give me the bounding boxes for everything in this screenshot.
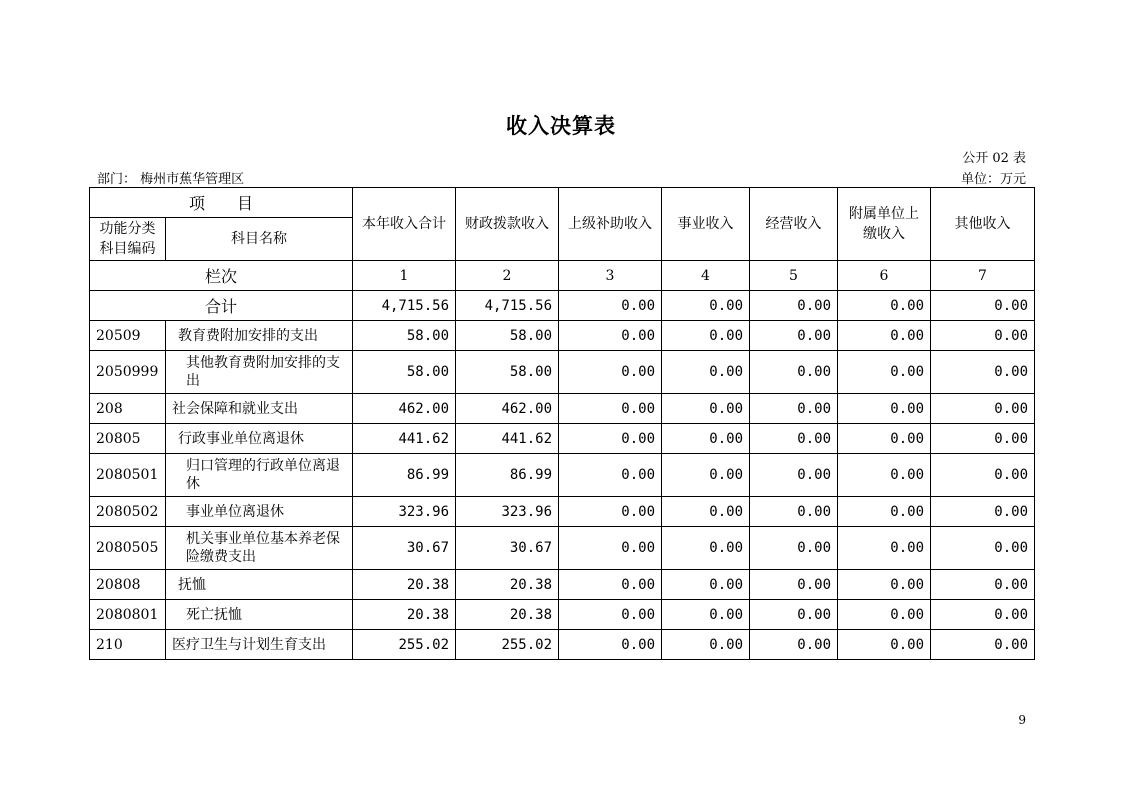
header-business: 事业收入 [662, 188, 750, 261]
value-col-3: 0.00 [559, 600, 662, 630]
total-row [90, 291, 1035, 321]
table-row [90, 321, 1035, 351]
subject-code: 2080801 [90, 600, 166, 630]
value-col-4: 0.00 [662, 630, 750, 660]
value-col-4: 0.00 [662, 351, 750, 394]
value-col-3: 0.00 [559, 497, 662, 527]
value-col-4: 0.00 [662, 424, 750, 454]
value-col-4: 0.00 [662, 321, 750, 351]
value-col-3: 0.00 [559, 321, 662, 351]
value-col-6: 0.00 [838, 321, 931, 351]
value-col-3: 0.00 [559, 454, 662, 497]
subject-code: 210 [90, 630, 166, 660]
column-index-label: 栏次 [90, 261, 353, 291]
value-col-7: 0.00 [931, 424, 1035, 454]
column-index-5: 5 [750, 261, 838, 291]
subject-code: 20808 [90, 570, 166, 600]
page-number: 9 [1018, 713, 1026, 727]
value-col-5: 0.00 [750, 454, 838, 497]
subject-code: 208 [90, 394, 166, 424]
value-col-7: 0.00 [931, 527, 1035, 570]
header-operation: 经营收入 [750, 188, 838, 261]
table-row [90, 630, 1035, 660]
subject-name: 其他教育费附加安排的支出 [166, 351, 353, 394]
value-col-2: 58.00 [456, 321, 559, 351]
form-number: 公开 02 表 [962, 151, 1026, 166]
column-index-2: 2 [456, 261, 559, 291]
subject-name: 归口管理的行政单位离退休 [166, 454, 353, 497]
value-col-2: 462.00 [456, 394, 559, 424]
total-value-1: 4,715.56 [353, 291, 456, 321]
department-label: 部门： 梅州市蕉华管理区 [97, 172, 245, 187]
header-code: 功能分类 科目编码 [90, 218, 166, 261]
subject-name: 行政事业单位离退休 [166, 424, 353, 454]
total-value-4: 0.00 [662, 291, 750, 321]
value-col-3: 0.00 [559, 351, 662, 394]
value-col-7: 0.00 [931, 497, 1035, 527]
column-index-6: 6 [838, 261, 931, 291]
value-col-7: 0.00 [931, 454, 1035, 497]
value-col-6: 0.00 [838, 351, 931, 394]
value-col-4: 0.00 [662, 394, 750, 424]
value-col-2: 20.38 [456, 600, 559, 630]
total-value-3: 0.00 [559, 291, 662, 321]
column-index-3: 3 [559, 261, 662, 291]
value-col-2: 58.00 [456, 351, 559, 394]
subject-name: 事业单位离退休 [166, 497, 353, 527]
value-col-7: 0.00 [931, 630, 1035, 660]
table-row [90, 351, 1035, 394]
header-fiscal: 财政拨款收入 [456, 188, 559, 261]
income-table [89, 187, 1035, 660]
value-col-2: 20.38 [456, 570, 559, 600]
value-col-1: 323.96 [353, 497, 456, 527]
total-label: 合计 [90, 291, 353, 321]
subject-code: 2050999 [90, 351, 166, 394]
header-name: 科目名称 [166, 218, 353, 261]
value-col-1: 58.00 [353, 351, 456, 394]
table-row [90, 454, 1035, 497]
value-col-3: 0.00 [559, 424, 662, 454]
header-affiliated: 附属单位上 缴收入 [838, 188, 931, 261]
value-col-2: 86.99 [456, 454, 559, 497]
value-col-4: 0.00 [662, 570, 750, 600]
value-col-1: 30.67 [353, 527, 456, 570]
value-col-7: 0.00 [931, 394, 1035, 424]
value-col-3: 0.00 [559, 570, 662, 600]
total-value-2: 4,715.56 [456, 291, 559, 321]
value-col-5: 0.00 [750, 527, 838, 570]
value-col-7: 0.00 [931, 351, 1035, 394]
subject-name: 抚恤 [166, 570, 353, 600]
value-col-4: 0.00 [662, 527, 750, 570]
value-col-4: 0.00 [662, 497, 750, 527]
header-item: 项 目 [90, 188, 353, 218]
column-index-1: 1 [353, 261, 456, 291]
value-col-3: 0.00 [559, 630, 662, 660]
value-col-6: 0.00 [838, 454, 931, 497]
total-value-7: 0.00 [931, 291, 1035, 321]
value-col-2: 441.62 [456, 424, 559, 454]
header-subsidy: 上级补助收入 [559, 188, 662, 261]
table-row [90, 527, 1035, 570]
value-col-2: 323.96 [456, 497, 559, 527]
value-col-4: 0.00 [662, 600, 750, 630]
table-row [90, 570, 1035, 600]
total-value-5: 0.00 [750, 291, 838, 321]
total-value-6: 0.00 [838, 291, 931, 321]
column-index-4: 4 [662, 261, 750, 291]
subject-code: 20509 [90, 321, 166, 351]
table-row [90, 600, 1035, 630]
header-other: 其他收入 [931, 188, 1035, 261]
subject-name: 医疗卫生与计划生育支出 [166, 630, 353, 660]
table-row [90, 394, 1035, 424]
value-col-2: 255.02 [456, 630, 559, 660]
subject-name: 教育费附加安排的支出 [166, 321, 353, 351]
value-col-7: 0.00 [931, 321, 1035, 351]
subject-name: 机关事业单位基本养老保险缴费支出 [166, 527, 353, 570]
value-col-5: 0.00 [750, 321, 838, 351]
subject-code: 2080501 [90, 454, 166, 497]
value-col-1: 462.00 [353, 394, 456, 424]
value-col-1: 20.38 [353, 600, 456, 630]
value-col-5: 0.00 [750, 424, 838, 454]
value-col-1: 441.62 [353, 424, 456, 454]
value-col-6: 0.00 [838, 394, 931, 424]
value-col-5: 0.00 [750, 630, 838, 660]
value-col-6: 0.00 [838, 630, 931, 660]
value-col-6: 0.00 [838, 600, 931, 630]
value-col-7: 0.00 [931, 600, 1035, 630]
table-row [90, 497, 1035, 527]
value-col-3: 0.00 [559, 394, 662, 424]
value-col-1: 255.02 [353, 630, 456, 660]
value-col-6: 0.00 [838, 424, 931, 454]
value-col-6: 0.00 [838, 570, 931, 600]
subject-code: 2080502 [90, 497, 166, 527]
value-col-6: 0.00 [838, 527, 931, 570]
subject-name: 死亡抚恤 [166, 600, 353, 630]
unit-label: 单位：万元 [960, 172, 1026, 187]
page-title: 收入决算表 [506, 113, 616, 138]
value-col-2: 30.67 [456, 527, 559, 570]
table-row [90, 424, 1035, 454]
value-col-1: 58.00 [353, 321, 456, 351]
value-col-1: 20.38 [353, 570, 456, 600]
value-col-5: 0.00 [750, 351, 838, 394]
subject-code: 20805 [90, 424, 166, 454]
value-col-7: 0.00 [931, 570, 1035, 600]
value-col-5: 0.00 [750, 570, 838, 600]
value-col-5: 0.00 [750, 497, 838, 527]
value-col-4: 0.00 [662, 454, 750, 497]
subject-code: 2080505 [90, 527, 166, 570]
value-col-1: 86.99 [353, 454, 456, 497]
header-total: 本年收入合计 [353, 188, 456, 261]
value-col-5: 0.00 [750, 600, 838, 630]
value-col-3: 0.00 [559, 527, 662, 570]
column-index-7: 7 [931, 261, 1035, 291]
subject-name: 社会保障和就业支出 [166, 394, 353, 424]
value-col-5: 0.00 [750, 394, 838, 424]
value-col-6: 0.00 [838, 497, 931, 527]
